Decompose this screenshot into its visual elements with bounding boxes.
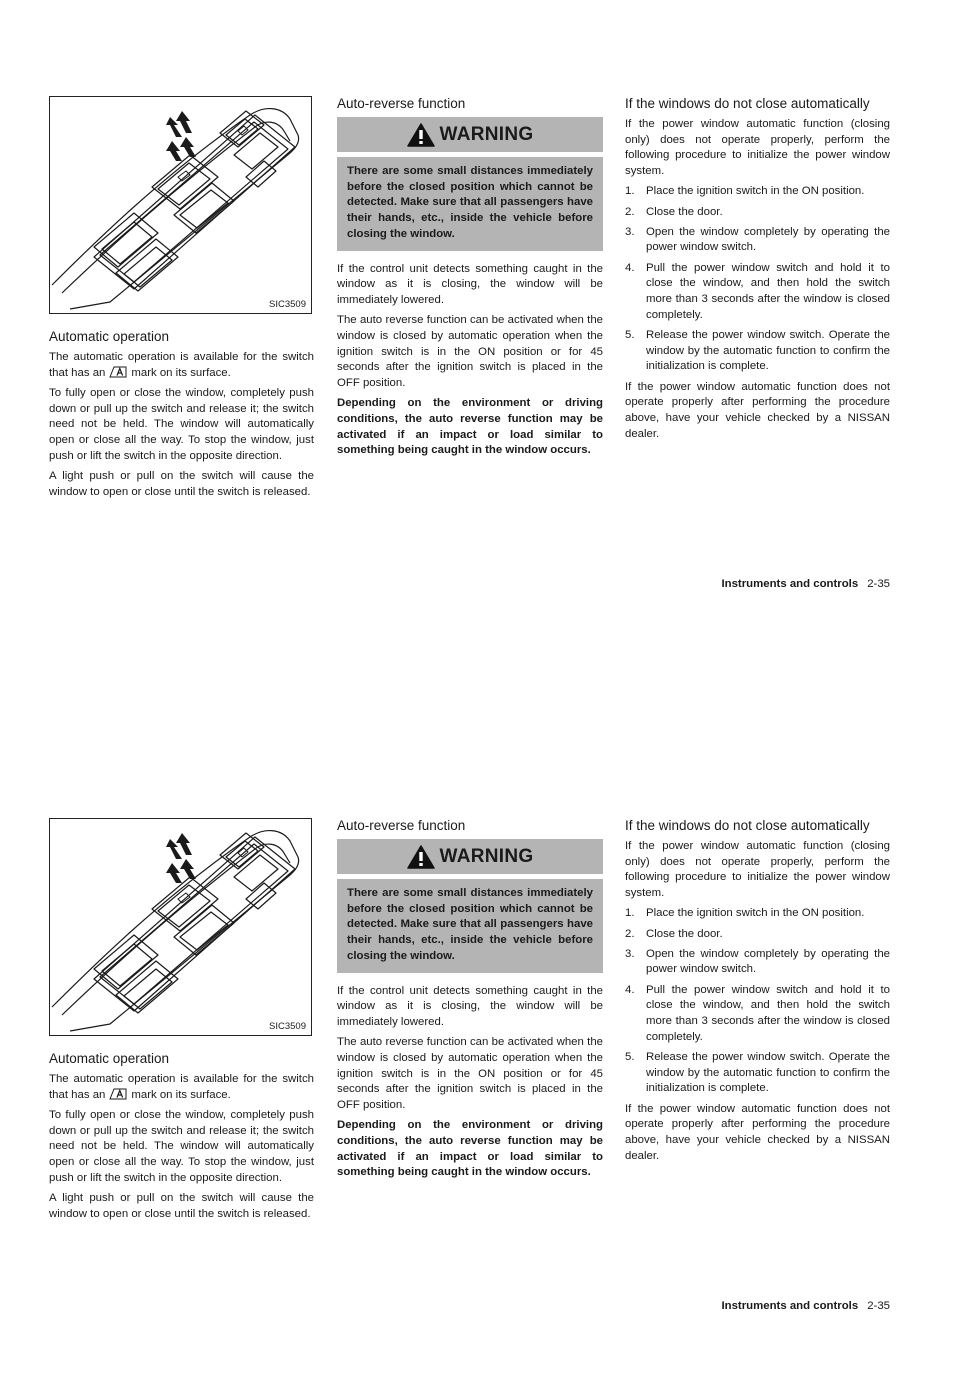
warning-banner: [337, 117, 603, 152]
step-number: 5.: [625, 328, 635, 341]
footer-section: Instruments and controls: [721, 578, 859, 590]
auto-mark-icon: [109, 1088, 127, 1100]
warning-title: WARNING: [439, 123, 534, 145]
page-footer: [721, 578, 890, 590]
manual-page-bottom: [0, 722, 954, 1397]
footer-page-number: 2-35: [867, 578, 890, 590]
warning-box: [337, 157, 603, 251]
auto-reverse-para-1: If the control unit detects something caught in the window as it is closing, the window will be immediately lowered.: [337, 984, 603, 1028]
step-item: [625, 184, 890, 200]
step-number: 1.: [625, 185, 635, 198]
step-item: [625, 261, 890, 324]
automatic-operation-para-1: [49, 350, 314, 381]
left-column: [49, 818, 314, 1227]
automatic-operation-para-2: To fully open or close the window, completely push down or pull up the switch and release it; the switch need not be held. The window will automatically open or close all the way. To stop the window, just push or lift the switch in the opposite direction.: [49, 386, 314, 462]
step-number: 1.: [625, 907, 635, 920]
step-item: [625, 225, 890, 256]
warning-triangle-icon: [407, 845, 435, 869]
step-text: Open the window completely by operating the power window switch.: [646, 947, 890, 976]
step-text: Place the ignition switch in the ON position.: [646, 185, 865, 198]
automatic-operation-para-2: To fully open or close the window, completely push down or pull up the switch and release it; the switch need not be held. The window will automatically open or close all the way. To stop the window, just push or lift the switch in the opposite direction.: [49, 1108, 314, 1184]
right-column: [625, 96, 890, 447]
manual-page-top: [0, 0, 954, 675]
auto-reverse-para-3: Depending on the environment or driving conditions, the auto reverse function may be activated if an impact or load similar to something being caught in the window occurs.: [337, 1119, 603, 1179]
step-number: 4.: [625, 983, 635, 996]
auto-reverse-para-3: Depending on the environment or driving conditions, the auto reverse function may be activated if an impact or load similar to something being caught in the window occurs.: [337, 397, 603, 457]
warning-title: WARNING: [439, 845, 534, 867]
figure-id: SIC3509: [269, 299, 306, 310]
automatic-operation-para-3: A light push or pull on the switch will cause the window to open or close until the switch is released.: [49, 1191, 314, 1220]
window-switch-figure: [49, 818, 312, 1036]
left-column: [49, 96, 314, 505]
step-item: [625, 983, 890, 1046]
initialization-steps: [625, 184, 890, 375]
auto-reverse-para-1: If the control unit detects something caught in the window as it is closing, the window will be immediately lowered.: [337, 262, 603, 306]
auto-reverse-heading: Auto-reverse function: [337, 96, 466, 111]
auto-text-before: The automatic operation is available for the switch that has an: [49, 351, 314, 379]
initialization-steps: [625, 906, 890, 1097]
step-item: [625, 927, 890, 943]
right-column: [625, 818, 890, 1169]
step-item: [625, 947, 890, 978]
middle-column: [337, 96, 603, 463]
auto-text-after: mark on its surface.: [131, 366, 231, 379]
not-close-heading: If the windows do not close automatically: [625, 96, 870, 111]
step-text: Place the ignition switch in the ON position.: [646, 907, 865, 920]
window-switch-illustration: [50, 819, 310, 1034]
step-text: Close the door.: [646, 927, 723, 940]
auto-text-after: mark on its surface.: [131, 1088, 231, 1101]
warning-triangle-icon: [407, 123, 435, 147]
step-item: [625, 906, 890, 922]
footer-page-number: 2-35: [867, 1300, 890, 1312]
warning-banner: [337, 839, 603, 874]
window-switch-illustration: [50, 97, 310, 312]
step-item: [625, 1050, 890, 1097]
warning-box: [337, 879, 603, 973]
step-number: 5.: [625, 1050, 635, 1063]
step-number: 3.: [625, 947, 635, 960]
automatic-operation-para-3: A light push or pull on the switch will cause the window to open or close until the switch is released.: [49, 469, 314, 498]
page-footer: [721, 1300, 890, 1312]
footer-section: Instruments and controls: [721, 1300, 859, 1312]
middle-column: [337, 818, 603, 1185]
not-close-intro: If the power window automatic function (closing only) does not operate properly, perform the following procedure to initialize the power window system.: [625, 118, 890, 178]
automatic-operation-heading: Automatic operation: [49, 329, 170, 344]
auto-reverse-heading: Auto-reverse function: [337, 818, 466, 833]
automatic-operation-para-1: [49, 1072, 314, 1103]
figure-id: SIC3509: [269, 1021, 306, 1032]
step-text: Close the door.: [646, 205, 723, 218]
not-close-outro: If the power window automatic function does not operate properly after performing the procedure above, have your vehicle checked by a NISSAN dealer.: [625, 380, 890, 440]
step-number: 3.: [625, 225, 635, 238]
step-text: Pull the power window switch and hold it to close the window, and then hold the switch more than 3 seconds after the window is closed completely.: [646, 261, 890, 321]
automatic-operation-heading: Automatic operation: [49, 1051, 170, 1066]
step-text: Release the power window switch. Operate the window by the automatic function to confirm the initialization is complete.: [646, 328, 890, 373]
not-close-outro: If the power window automatic function does not operate properly after performing the procedure above, have your vehicle checked by a NISSAN dealer.: [625, 1102, 890, 1162]
not-close-heading: If the windows do not close automatically: [625, 818, 870, 833]
auto-reverse-para-2: The auto reverse function can be activated when the window is closed by automatic operation when the ignition switch is in the ON position or for 45 seconds after the ignition switch is placed in the OFF position.: [337, 314, 603, 389]
step-text: Release the power window switch. Operate the window by the automatic function to confirm the initialization is complete.: [646, 1050, 890, 1095]
warning-text: There are some small distances immediately before the closed position which cannot be detected. Make sure that all passengers have their hands, etc., inside the vehicle before closing the window.: [347, 887, 593, 962]
step-item: [625, 328, 890, 375]
step-text: Pull the power window switch and hold it to close the window, and then hold the switch more than 3 seconds after the window is closed completely.: [646, 983, 890, 1043]
step-item: [625, 205, 890, 221]
step-number: 2.: [625, 205, 635, 218]
auto-mark-icon: [109, 366, 127, 378]
auto-text-before: The automatic operation is available for the switch that has an: [49, 1073, 314, 1101]
auto-reverse-para-2: The auto reverse function can be activated when the window is closed by automatic operation when the ignition switch is in the ON position or for 45 seconds after the ignition switch is placed in the OFF position.: [337, 1036, 603, 1111]
not-close-intro: If the power window automatic function (closing only) does not operate properly, perform the following procedure to initialize the power window system.: [625, 840, 890, 900]
window-switch-figure: [49, 96, 312, 314]
step-number: 2.: [625, 927, 635, 940]
step-text: Open the window completely by operating the power window switch.: [646, 225, 890, 254]
warning-text: There are some small distances immediately before the closed position which cannot be detected. Make sure that all passengers have their hands, etc., inside the vehicle before closing the window.: [347, 165, 593, 240]
step-number: 4.: [625, 261, 635, 274]
